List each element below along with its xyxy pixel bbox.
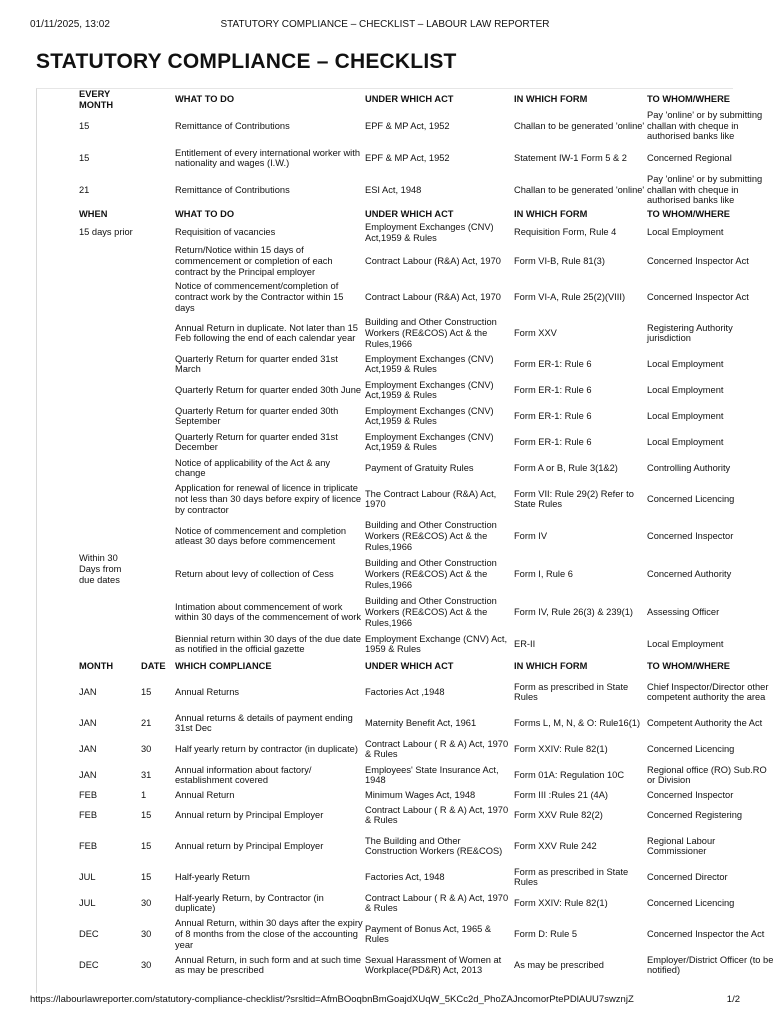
column-header-act: UNDER WHICH ACT [365,94,454,105]
column-header-date: DATE [141,660,166,671]
cell-what: Remittance of Contributions [175,120,290,131]
table-row [37,403,777,429]
cell-act: Building and Other Construction Workers (RE&COS) Act & the Rules,1966 [365,596,497,628]
cell-whom: Local Employment [647,411,724,422]
table-row [37,279,777,315]
cell-form: Form III :Rules 21 (4A) [514,790,609,801]
cell-act: Contract Labour ( R & A) Act, 1970 & Rules [365,804,509,826]
cell-date [141,481,175,517]
cell-when: JAN [79,770,97,781]
table-row [37,890,777,916]
cell-date: 15 [141,810,152,821]
cell-what: Entitlement of every international worker with nationality and wages (I.W.) [175,147,360,169]
cell-whom: Concerned Licencing [647,898,735,909]
cell-date: 30 [141,960,152,971]
cell-whom: Assessing Officer [647,607,720,618]
cell-whom: Local Employment [647,385,724,396]
cell-whom: Employer/District Officer (to be notified) [647,954,774,976]
cell-what: Biennial return within 30 days of the due date as notified in the official gazette [175,633,362,655]
cell-whom: Competent Authority the Act [647,718,763,729]
print-footer [30,993,740,1007]
cell-whom: Pay 'online' or by submitting challan with cheque in authorised banks like [647,174,763,206]
cell-when: 15 [79,120,90,131]
cell-whom: Concerned Director [647,872,728,883]
cell-form: Statement IW-1 Form 5 & 2 [514,152,627,163]
column-header-what: WHAT TO DO [175,208,235,219]
cell-act: Employment Exchanges (CNV) Act,1959 & Rules [365,431,494,453]
cell-what: Quarterly Return for quarter ended 30th September [175,405,339,427]
cell-act: Employees' State Insurance Act, 1948 [365,764,499,786]
cell-what: Annual Return, in such form and at such time as may be prescribed [175,954,362,976]
table-row [37,916,777,952]
cell-act: EPF & MP Act, 1952 [365,152,450,163]
cell-what: Annual returns & details of payment ending 31st Dec [175,712,353,734]
cell-what: Quarterly Return for quarter ended 30th June [175,385,362,396]
cell-whom: Local Employment [647,437,724,448]
cell-when: DEC [79,929,99,940]
cell-date: 15 [141,841,152,852]
cell-when [37,351,141,377]
cell-act: The Contract Labour (R&A) Act, 1970 [365,488,497,510]
page-url: https://labourlawreporter.com/statutory-compliance-checklist/?srsltid=AfmBOoqbnBmGoajdXUqW_5KCc2d_PhoZAJncomorPtePDlAUU7swznjZ [30,994,634,1005]
cell-when: JUL [79,872,96,883]
print-header [30,18,740,32]
column-header-date [141,206,175,222]
cell-act: Building and Other Construction Workers (RE&COS) Act & the Rules,1966 [365,317,497,349]
cell-when [37,455,141,481]
cell-whom: Local Employment [647,639,724,650]
cell-form: Form ER-1: Rule 6 [514,359,592,370]
cell-act: Employment Exchanges (CNV) Act,1959 & Rules [365,405,494,427]
cell-form: Form XXV Rule 242 [514,841,597,852]
table-row [37,631,777,657]
cell-form: Challan to be generated 'online' [514,184,645,195]
cell-date [141,222,175,243]
table-row [37,828,777,864]
cell-act: ESI Act, 1948 [365,184,422,195]
cell-act: Contract Labour (R&A) Act, 1970 [365,292,501,303]
cell-form: Form IV, Rule 26(3) & 239(1) [514,607,634,618]
table-row [37,674,777,710]
cell-what: Quarterly Return for quarter ended 31st December [175,431,338,453]
cell-what: Notice of commencement and completion atleast 30 days before commencement [175,525,347,547]
cell-what: Annual information about factory/ establishment covered [175,764,312,786]
table-row [37,142,777,174]
section-header-row [37,206,777,222]
cell-whom: Concerned Licencing [647,744,735,755]
cell-whom: Concerned Inspector [647,790,734,801]
cell-whom: Concerned Authority [647,569,732,580]
cell-when: JAN [79,687,97,698]
cell-form: Form ER-1: Rule 6 [514,411,592,422]
print-datetime: 01/11/2025, 13:02 [30,19,110,30]
cell-what: Requisition of vacancies [175,227,276,238]
cell-act: Factories Act, 1948 [365,872,445,883]
table-row [37,593,777,631]
cell-what: Quarterly Return for quarter ended 31st March [175,353,338,375]
cell-when [37,315,141,351]
cell-when: JAN [79,718,97,729]
cell-date [141,142,175,174]
cell-act: EPF & MP Act, 1952 [365,120,450,131]
cell-date [141,455,175,481]
cell-form: Challan to be generated 'online' [514,120,645,131]
table-row [37,517,777,555]
table-row [37,710,777,736]
section-header-row [37,89,777,110]
cell-act: Employment Exchange (CNV) Act, 1959 & Rules [365,633,508,655]
cell-what: Notice of applicability of the Act & any change [175,457,331,479]
section-header-row [37,657,777,674]
cell-form: Form I, Rule 6 [514,569,573,580]
cell-act: Sexual Harassment of Women at Workplace(PD&R) Act, 2013 [365,954,502,976]
cell-whom: Regional Labour Commissioner [647,835,716,857]
table-row [37,455,777,481]
cell-what: Annual return by Principal Employer [175,841,324,852]
cell-whom: Concerned Inspector the Act [647,929,765,940]
cell-act: Contract Labour (R&A) Act, 1970 [365,256,501,267]
cell-form: Form XXIV: Rule 82(1) [514,744,608,755]
cell-what: Remittance of Contributions [175,184,290,195]
cell-what: Half-yearly Return, by Contractor (in duplicate) [175,892,324,914]
table-row [37,351,777,377]
cell-whom: Concerned Inspector Act [647,292,749,303]
cell-when [37,429,141,455]
cell-when: 21 [79,184,90,195]
cell-what: Annual Return [175,790,235,801]
cell-date [141,631,175,657]
cell-what: Annual Returns [175,687,240,698]
table-row [37,481,777,517]
cell-form: Form as prescribed in State Rules [514,681,629,703]
cell-when: FEB [79,841,98,852]
cell-act: Payment of Bonus Act, 1965 & Rules [365,923,492,945]
cell-when: JAN [79,744,97,755]
cell-whom: Controlling Authority [647,463,731,474]
cell-whom: Chief Inspector/Director other competent authority the area [647,681,769,703]
column-header-form: IN WHICH FORM [514,660,588,671]
cell-what: Application for renewal of licence in triplicate not less than 30 days before expiry of licence by contractor [175,483,362,515]
cell-whom: Regional office (RO) Sub.RO or Division [647,764,767,786]
cell-act: Employment Exchanges (CNV) Act,1959 & Rules [365,222,494,243]
column-header-when: MONTH [79,660,114,671]
table-row [37,802,777,828]
table-row [37,864,777,890]
cell-act: Factories Act ,1948 [365,687,445,698]
cell-when: JUL [79,898,96,909]
cell-date: 15 [141,872,152,883]
cell-act: Employment Exchanges (CNV) Act,1959 & Rules [365,353,494,375]
cell-when [37,403,141,429]
cell-what: Annual Return in duplicate. Not later than 15 Feb following the end of each calendar year [175,322,358,344]
table-row [37,788,777,802]
print-document-title: STATUTORY COMPLIANCE – CHECKLIST – LABOUR LAW REPORTER [220,19,550,30]
cell-date [141,377,175,403]
cell-when: 15 [79,152,90,163]
cell-what: Annual Return, within 30 days after the expiry of 8 months from the close of the accounting year [175,918,363,950]
column-header-date [141,89,175,110]
table-row [37,222,777,243]
cell-form: Form XXV [514,328,557,339]
cell-act: The Building and Other Construction Workers (RE&COS) [365,835,503,857]
cell-date [141,243,175,279]
cell-form: Form as prescribed in State Rules [514,866,629,888]
compliance-table [37,89,777,978]
table-row [37,952,777,978]
cell-whom: Concerned Licencing [647,494,735,505]
table-row [37,762,777,788]
cell-when [37,243,141,315]
cell-form: Form A or B, Rule 3(1&2) [514,463,618,474]
page-number: 1/2 [726,994,740,1005]
cell-date [141,110,175,142]
cell-what: Notice of commencement/completion of contract work by the Contractor within 15 days [175,281,344,313]
column-header-what: WHICH COMPLIANCE [175,660,272,671]
cell-form: Form XXV Rule 82(2) [514,810,603,821]
cell-date [141,403,175,429]
column-header-act: UNDER WHICH ACT [365,660,454,671]
checklist-frame [36,88,774,993]
cell-act: Maternity Benefit Act, 1961 [365,718,477,729]
column-header-whom: TO WHOM/WHERE [647,94,730,105]
cell-form: Requisition Form, Rule 4 [514,227,617,238]
column-header-whom: TO WHOM/WHERE [647,660,730,671]
cell-act: Building and Other Construction Workers (RE&COS) Act & the Rules,1966 [365,558,497,590]
table-row [37,243,777,279]
cell-form: ER-II [514,639,536,650]
cell-whom: Registering Authority jurisdiction [647,322,733,344]
cell-what: Intimation about commencement of work within 30 days of the commencement of work [175,601,362,623]
column-header-when: EVERY MONTH [79,89,114,110]
column-header-act: UNDER WHICH ACT [365,208,454,219]
cell-when: Within 30 Days from due dates [79,553,122,585]
cell-form: Form 01A: Regulation 10C [514,770,625,781]
column-header-when: WHEN [79,208,108,219]
cell-when: 15 days prior [79,227,133,238]
cell-form: Form XXIV: Rule 82(1) [514,898,608,909]
cell-form: Form VI-A, Rule 25(2)(VIII) [514,292,626,303]
cell-date: 21 [141,718,152,729]
cell-what: Half yearly return by contractor (in duplicate) [175,744,358,755]
cell-form: Form IV [514,531,548,542]
cell-form: Form ER-1: Rule 6 [514,437,592,448]
cell-form: As may be prescribed [514,960,604,971]
cell-act: Contract Labour ( R & A) Act, 1970 & Rules [365,892,509,914]
table-row [37,315,777,351]
cell-form: Form D: Rule 5 [514,929,578,940]
cell-date: 30 [141,744,152,755]
cell-form: Form VI-B, Rule 81(3) [514,256,605,267]
cell-whom: Concerned Regional [647,152,732,163]
table-row [37,377,777,403]
table-row [37,429,777,455]
column-header-form: IN WHICH FORM [514,208,588,219]
cell-what: Annual return by Principal Employer [175,810,324,821]
column-header-whom: TO WHOM/WHERE [647,208,730,219]
cell-date: 15 [141,687,152,698]
cell-what: Return about levy of collection of Cess [175,569,334,580]
cell-date: 30 [141,929,152,940]
cell-whom: Concerned Inspector Act [647,256,749,267]
column-header-form: IN WHICH FORM [514,94,588,105]
table-row [37,110,777,142]
cell-date [141,351,175,377]
cell-act: Payment of Gratuity Rules [365,463,474,474]
cell-act: Employment Exchanges (CNV) Act,1959 & Rules [365,379,494,401]
cell-when [37,377,141,403]
cell-form: Form VII: Rule 29(2) Refer to State Rules [514,488,634,510]
cell-form: Form ER-1: Rule 6 [514,385,592,396]
cell-what: Return/Notice within 15 days of commencement or completion of each contract by the Principal employer [175,245,333,277]
page-title: STATUTORY COMPLIANCE – CHECKLIST [36,50,457,73]
cell-date [141,593,175,631]
cell-date [141,315,175,351]
table-row [37,174,777,206]
cell-date: 30 [141,898,152,909]
column-header-what: WHAT TO DO [175,94,235,105]
cell-when: FEB [79,790,98,801]
cell-whom: Concerned Inspector [647,531,734,542]
cell-whom: Local Employment [647,227,724,238]
cell-whom: Concerned Registering [647,810,743,821]
cell-act: Building and Other Construction Workers (RE&COS) Act & the Rules,1966 [365,520,497,552]
cell-date [141,174,175,206]
cell-whom: Local Employment [647,359,724,370]
cell-date: 31 [141,770,152,781]
cell-date [141,429,175,455]
cell-what: Half-yearly Return [175,872,250,883]
cell-act: Contract Labour ( R & A) Act, 1970 & Rules [365,738,509,760]
cell-whom: Pay 'online' or by submitting challan with cheque in authorised banks like [647,110,763,142]
cell-date [141,279,175,315]
cell-when: DEC [79,960,99,971]
cell-date: 1 [141,790,147,801]
cell-form: Forms L, M, N, & O: Rule16(1) [514,718,641,729]
cell-date [141,517,175,555]
table-row [37,555,777,593]
cell-act: Minimum Wages Act, 1948 [365,790,476,801]
table-row [37,736,777,762]
cell-date [141,555,175,593]
cell-when: FEB [79,810,98,821]
